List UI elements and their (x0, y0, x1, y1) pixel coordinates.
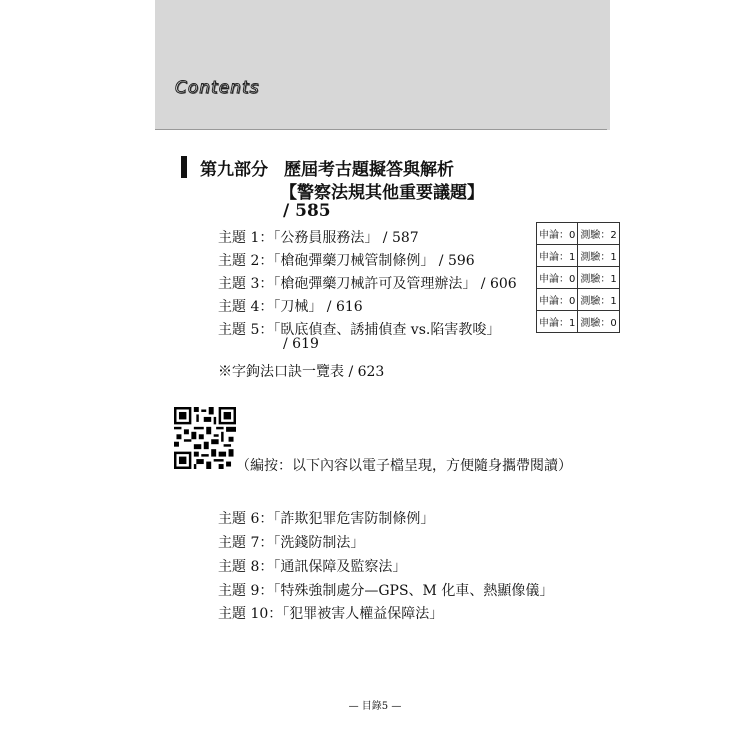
page-footer: — 目錄5 — (348, 701, 402, 712)
topic-5[interactable]: 主題 5：「臥底偵查、誘捕偵查 vs.陷害教唆」 (218, 322, 501, 338)
essay-count: 申論：0 (537, 267, 578, 289)
stats-row (537, 289, 620, 311)
page-title: Contents (175, 78, 260, 98)
test-count: 測驗：1 (578, 267, 619, 289)
test-count: 測驗：1 (578, 289, 619, 311)
topic-10[interactable]: 主題 10：「犯罪被害人權益保障法」 (218, 606, 444, 622)
topic-6[interactable]: 主題 6：「詐欺犯罪危害防制條例」 (218, 511, 435, 527)
test-count: 測驗：2 (578, 223, 619, 245)
essay-count: 申論：1 (537, 311, 578, 333)
part-marker (181, 156, 187, 178)
test-count: 測驗：1 (578, 245, 619, 267)
topic-8[interactable]: 主題 8：「通訊保障及監察法」 (218, 559, 407, 575)
part-page-number: / 585 (283, 201, 331, 221)
essay-count: 申論：0 (537, 223, 578, 245)
stats-row (537, 267, 620, 289)
topic-9[interactable]: 主題 9：「特殊強制處分—GPS、M 化車、熱顯像儀」 (218, 583, 554, 599)
topic-5-page: / 619 (283, 336, 319, 352)
topic-7[interactable]: 主題 7：「洗錢防制法」 (218, 535, 365, 551)
topic-4[interactable]: 主題 4：「刀械」 / 616 (218, 299, 363, 315)
qr-code-icon[interactable] (174, 407, 236, 469)
header-background (155, 0, 610, 130)
part-label: 第九部分 (200, 160, 268, 180)
topic-3[interactable]: 主題 3：「槍砲彈藥刀械許可及管理辦法」 / 606 (218, 276, 517, 292)
exam-stats-table (536, 222, 620, 333)
stats-row (537, 245, 620, 267)
stats-row (537, 311, 620, 333)
test-count: 測驗：0 (578, 311, 619, 333)
part-subtitle: 【警察法規其他重要議題】 (280, 183, 484, 203)
part-title: 歷屆考古題擬答與解析 (284, 160, 454, 180)
essay-count: 申論：0 (537, 289, 578, 311)
topic-1[interactable]: 主題 1：「公務員服務法」 / 587 (218, 230, 419, 246)
topic-2[interactable]: 主題 2：「槍砲彈藥刀械管制條例」 / 596 (218, 253, 475, 269)
essay-count: 申論：1 (537, 245, 578, 267)
part-heading (200, 155, 454, 180)
editor-note: （編按：以下內容以電子檔呈現，方便隨身攜帶閱讀） (236, 458, 572, 474)
header-divider (155, 129, 607, 130)
mnemonic-table-link[interactable]: ※字鉤法口訣一覽表 / 623 (218, 364, 385, 380)
stats-row (537, 223, 620, 245)
